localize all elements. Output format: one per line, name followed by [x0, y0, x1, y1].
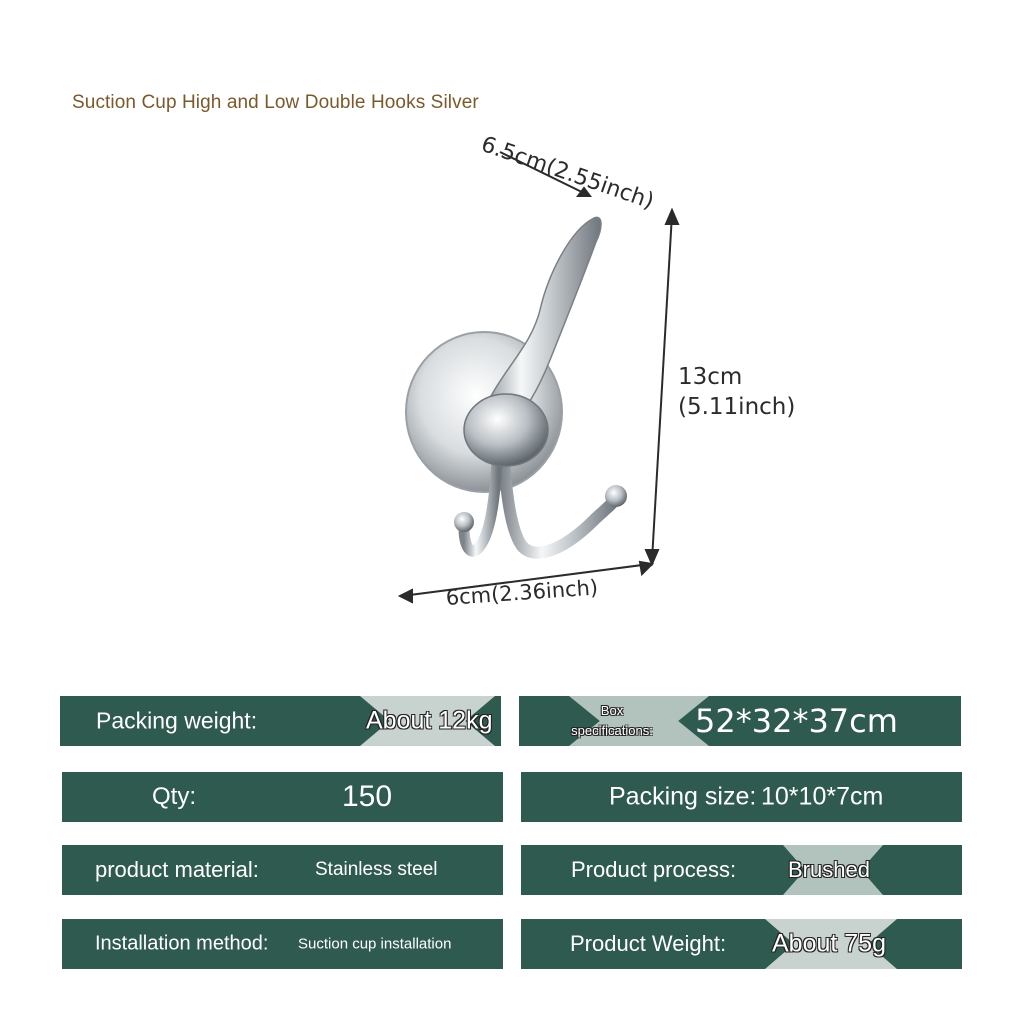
- spec-label: product material:: [95, 857, 259, 882]
- spec-value: 10*10*7cm: [761, 782, 884, 811]
- spec-label: [569, 701, 655, 741]
- spec-box-specifications: [519, 696, 961, 746]
- spec-value: 52*32*37cm: [695, 702, 898, 740]
- spec-label: Installation method:: [95, 932, 269, 955]
- spec-qty: [62, 772, 503, 822]
- page-title: Suction Cup High and Low Double Hooks Silver: [72, 92, 479, 113]
- dimension-width-top: 6.5cm(2.55inch): [477, 132, 657, 215]
- spec-product-material: [62, 845, 503, 895]
- dimension-height-cm: 13cm: [678, 364, 743, 390]
- spec-value: Stainless steel: [315, 859, 438, 880]
- dimension-height: [678, 362, 795, 422]
- spec-value: Brushed: [788, 857, 870, 882]
- spec-product-weight: [521, 919, 962, 969]
- spec-label: Qty:: [152, 783, 197, 810]
- spec-value: 150: [342, 780, 393, 813]
- spec-label: Packing weight:: [96, 707, 258, 734]
- spec-label: Product process:: [571, 857, 737, 882]
- spec-value: Suction cup installation: [298, 935, 452, 953]
- dimension-height-inch: (5.11inch): [678, 394, 796, 420]
- spec-product-process: [521, 845, 962, 895]
- dimension-width-bottom: 6cm(2.36inch): [445, 575, 599, 610]
- spec-installation-method: [62, 919, 503, 969]
- spec-value: About 75g: [772, 929, 886, 958]
- spec-label-line2: specifications:: [571, 723, 653, 738]
- spec-packing-weight: [60, 696, 501, 746]
- product-image: [380, 110, 700, 630]
- spec-label: Product Weight:: [570, 931, 727, 956]
- spec-value: About 12kg: [366, 706, 493, 735]
- spec-label: Packing size:: [609, 782, 757, 811]
- spec-packing-size: [521, 772, 962, 822]
- spec-label-line1: Box: [600, 703, 624, 718]
